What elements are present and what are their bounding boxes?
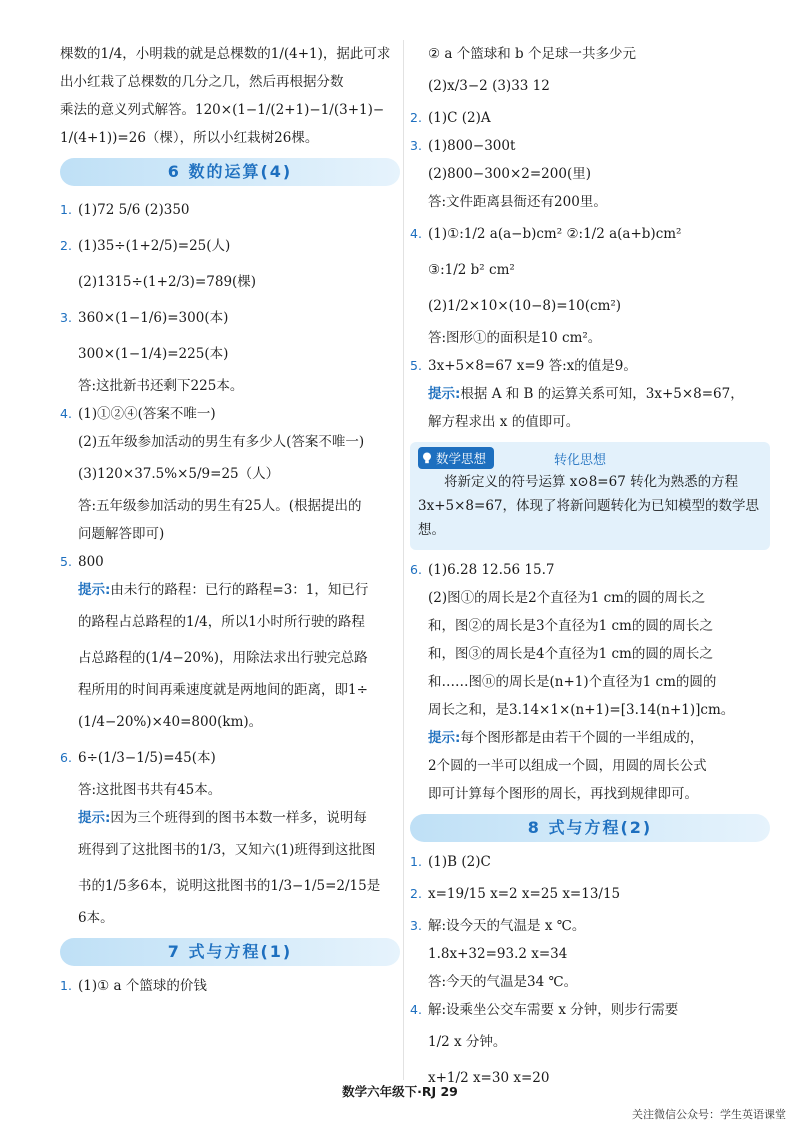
s6-q5-tip-3: 占总路程的(1/4−20%)，用除法求出行驶完总路 xyxy=(78,650,368,666)
tip-text: 由未行的路程：已行的路程=3：1，知已行 xyxy=(110,582,369,598)
q-text: 6÷(1/3−1/5)=45(本) xyxy=(78,750,216,766)
math-thinking-box xyxy=(410,442,770,550)
s6-q4b: (2)五年级参加活动的男生有多少人(答案不唯一) xyxy=(78,434,365,450)
s7-q5-tip-1 xyxy=(410,380,770,408)
s8-q3b: 1.8x+32=93.2 x=34 xyxy=(428,946,568,962)
s7-q1-part2: ② a 个篮球和 b 个足球一共多少元 xyxy=(428,46,636,62)
q-number: 4. xyxy=(410,1002,422,1017)
s6-q3b: 300×(1−1/4)=225(本) xyxy=(78,346,229,362)
q-number: 3. xyxy=(410,918,422,933)
lightbulb-icon xyxy=(422,452,432,464)
q-text: 解:设今天的气温是 x ℃。 xyxy=(428,918,586,934)
s6-q5 xyxy=(60,548,400,576)
s6-q3-answer: 答:这批新书还剩下225本。 xyxy=(78,378,244,394)
q-text: (1)①②④(答案不唯一) xyxy=(78,406,216,422)
s6-q4-answer-2: 问题解答即可) xyxy=(78,526,165,542)
q-text: 3x+5×8=67 x=9 答:x的值是9。 xyxy=(428,358,637,374)
s7-q6-b5: 周长之和，是3.14×1×(n+1)=[3.14(n+1)]cm。 xyxy=(428,702,735,718)
s7-q3a xyxy=(410,132,770,160)
q-number: 3. xyxy=(410,138,422,153)
s8-q4c: x+1/2 x=30 x=20 xyxy=(428,1070,550,1086)
s7-q4-answer: 答:图形①的面积是10 cm²。 xyxy=(428,330,602,346)
s7-q6-tip-1 xyxy=(410,724,770,752)
q-text: (1)C (2)A xyxy=(428,110,491,126)
q-text: (1)B (2)C xyxy=(428,854,491,870)
section-6-title: 6 数的运算(4) xyxy=(60,158,400,186)
q-number: 1. xyxy=(60,202,72,217)
q-number: 4. xyxy=(410,226,422,241)
tip-label: 提示: xyxy=(78,582,111,598)
s7-q4c: (2)1/2×10×(10−8)=10(cm²) xyxy=(428,298,622,314)
math-thinking-body: 将新定义的符号运算 x⊙8=67 转化为熟悉的方程 3x+5×8=67，体现了将新问题转化为已知模型的数学思想。 xyxy=(418,474,759,538)
s7-q3-answer: 答:文件距离县衙还有200里。 xyxy=(428,194,607,210)
s8-q4b: 1/2 x 分钟。 xyxy=(428,1034,507,1050)
q-number: 6. xyxy=(410,562,422,577)
s7-q6-tip-3: 即可计算每个图形的周长，再找到规律即可。 xyxy=(428,786,698,802)
q-text: (1)800−300t xyxy=(428,138,516,154)
s6-q5-tip-5: (1/4−20%)×40=800(km)。 xyxy=(78,714,263,730)
s6-q6-answer: 答:这批图书共有45本。 xyxy=(78,782,222,798)
q-text: 解:设乘坐公交车需要 x 分钟，则步行需要 xyxy=(428,1002,679,1018)
s7-q6-b1: (2)图①的周长是2个直径为1 cm的圆的周长之 xyxy=(428,590,705,606)
q-text: (1)① a 个篮球的价钱 xyxy=(78,978,207,994)
tip-text: 每个图形都是由若干个圆的一半组成的， xyxy=(460,730,704,746)
q-text: 360×(1−1/6)=300(本) xyxy=(78,310,229,326)
s6-q6-tip-2: 班得到了这批图书的1/3，又知六(1)班得到这批图 xyxy=(78,842,376,858)
section-7-title: 7 式与方程(1) xyxy=(60,938,400,966)
math-thinking-header xyxy=(418,446,762,470)
s7-q1 xyxy=(60,972,400,1000)
s7-q6-b3: 和，图③的周长是4个直径为1 cm的圆的周长之 xyxy=(428,646,713,662)
s6-q3a xyxy=(60,300,400,336)
right-column xyxy=(410,40,770,1096)
q-number: 2. xyxy=(60,238,72,253)
q-number: 2. xyxy=(410,110,422,125)
s6-q2a xyxy=(60,228,400,264)
q-number: 1. xyxy=(410,854,422,869)
q-text: (1)6.28 12.56 15.7 xyxy=(428,562,555,578)
q-text: x=19/15 x=2 x=25 x=13/15 xyxy=(428,886,621,902)
s7-q6-b2: 和，图②的周长是3个直径为1 cm的圆的周长之 xyxy=(428,618,713,634)
s7-q2 xyxy=(410,104,770,132)
s8-q4a xyxy=(410,996,770,1024)
s7-q3b: (2)800−300×2=200(里) xyxy=(428,166,591,182)
column-divider xyxy=(403,40,404,1080)
s8-q3-answer: 答:今天的气温是34 ℃。 xyxy=(428,974,578,990)
intro-line-1: 棵数的1/4，小明栽的就是总棵数的1/(4+1)，据此可求 xyxy=(60,46,391,62)
s6-q6-tip-1 xyxy=(60,804,400,832)
s6-q6 xyxy=(60,740,400,776)
s6-q5-tip-4: 程所用的时间再乘速度就是两地间的距离，即1÷ xyxy=(78,682,368,698)
q-number: 4. xyxy=(60,406,72,421)
s6-q1 xyxy=(60,192,400,228)
q-number: 5. xyxy=(410,358,422,373)
s6-q6-tip-4: 6本。 xyxy=(78,910,114,926)
q-text: (1)72 5/6 (2)350 xyxy=(78,202,190,218)
s6-q5-tip-1 xyxy=(60,576,400,604)
page-footer: 数学六年级下·RJ 29 xyxy=(342,1084,458,1099)
s6-q6-tip-3: 书的1/5多6本，说明这批图书的1/3−1/5=2/15是 xyxy=(78,878,381,894)
math-thinking-title: 转化思想 xyxy=(554,452,607,468)
left-column xyxy=(60,40,400,1000)
q-number: 2. xyxy=(410,886,422,901)
intro-line-4: 1/(4+1))=26（棵），所以小红栽树26棵。 xyxy=(60,130,319,146)
math-thinking-tag-label: 数学思想 xyxy=(436,451,487,466)
s8-q2 xyxy=(410,876,770,912)
s6-q4-answer-1: 答:五年级参加活动的男生有25人。(根据提出的 xyxy=(78,498,362,514)
q-text: 800 xyxy=(78,554,104,570)
s7-q4b: ③:1/2 b² cm² xyxy=(428,262,515,278)
tip-text: 根据 A 和 B 的运算关系可知，3x+5×8=67， xyxy=(460,386,744,402)
tip-text: 因为三个班得到的图书本数一样多，说明每 xyxy=(110,810,367,826)
tip-label: 提示: xyxy=(428,386,461,402)
s6-q5-tip-2: 的路程占总路程的1/4，所以1小时所行驶的路程 xyxy=(78,614,365,630)
tip-label: 提示: xyxy=(428,730,461,746)
intro-line-2: 出小红栽了总棵数的几分之几，然后再根据分数 xyxy=(60,74,344,90)
section-8-title: 8 式与方程(2) xyxy=(410,814,770,842)
s7-q6a xyxy=(410,556,770,584)
s6-q4c: (3)120×37.5%×5/9=25（人） xyxy=(78,466,280,482)
s7-q6-b4: 和……图ⓝ的周长是(n+1)个直径为1 cm的圆的 xyxy=(428,674,717,690)
intro-line-3: 乘法的意义列式解答。120×(1−1/(2+1)−1/(3+1)− xyxy=(60,102,385,118)
q-number: 3. xyxy=(60,310,72,325)
s6-q2b: (2)1315÷(1+2/3)=789(棵) xyxy=(78,274,257,290)
s8-q1 xyxy=(410,848,770,876)
s7-q4a xyxy=(410,216,770,252)
q-number: 6. xyxy=(60,750,72,765)
math-thinking-tag xyxy=(418,447,494,469)
s8-q3a xyxy=(410,912,770,940)
s7-q6-tip-2: 2个圆的一半可以组成一个圆，用圆的周长公式 xyxy=(428,758,707,774)
s7-q1-part3: (2)x/3−2 (3)33 12 xyxy=(428,78,550,94)
watermark: 关注微信公众号：学生英语课堂 xyxy=(632,1108,786,1121)
s7-q5 xyxy=(410,352,770,380)
q-text: (1)35÷(1+2/5)=25(人) xyxy=(78,238,231,254)
q-number: 1. xyxy=(60,978,72,993)
tip-label: 提示: xyxy=(78,810,111,826)
s7-q5-tip-2: 解方程求出 x 的值即可。 xyxy=(428,414,580,430)
s6-q4a xyxy=(60,400,400,428)
q-number: 5. xyxy=(60,554,72,569)
q-text: (1)①:1/2 a(a−b)cm² ②:1/2 a(a+b)cm² xyxy=(428,226,682,242)
